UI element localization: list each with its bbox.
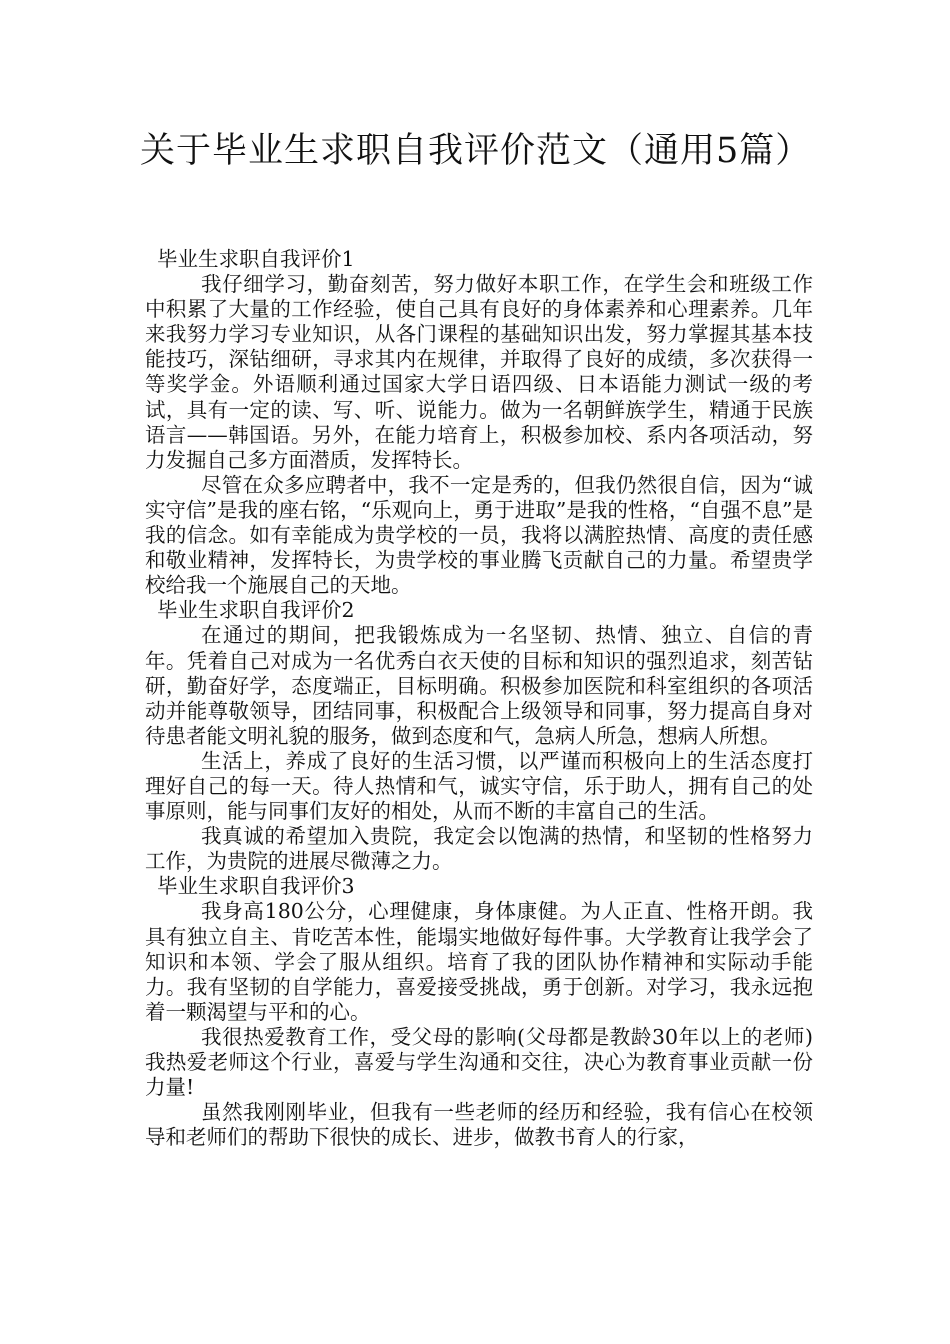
paragraph: 我真诚的希望加入贵院，我定会以饱满的热情，和坚韧的性格努力工作，为贵院的进展尽微薄之力。 xyxy=(145,824,813,874)
section-heading: 毕业生求职自我评价1 xyxy=(157,247,355,271)
paragraph: 我仔细学习，勤奋刻苦，努力做好本职工作，在学生会和班级工作中积累了大量的工作经验，使自己具有良好的身体素养和心理素养。几年来我努力学习专业知识，从各门课程的基础知识出发，努力掌握其基本技能技巧，深钻细研，寻求其内在规律，并取得了良好的成绩，多次获得一等奖学金。外语顺利通过国家大学日语四级、日本语能力测试一级的考试，具有一定的读、写、听、说能力。做为一名朝鲜族学生，精通于民族语言——韩国语。另外，在能力培育上，积极参加校、系内各项活动，努力发掘自己多方面潜质，发挥特长。 xyxy=(145,272,813,472)
section-2 xyxy=(145,598,813,874)
paragraph: 我身高180公分，心理健康，身体康健。为人正直、性格开朗。我具有独立自主、肯吃苦本性，能塌实地做好每件事。大学教育让我学会了知识和本领、学会了服从组织。培育了我的团队协作精神和实际动手能力。我有坚韧的自学能力，喜爱接受挑战，勇于创新。对学习，我永远抱着一颗渴望与平和的心。 xyxy=(145,899,813,1024)
section-1 xyxy=(145,247,813,598)
paragraph: 生活上，养成了良好的生活习惯，以严谨而积极向上的生活态度打理好自己的每一天。待人热情和气，诚实守信，乐于助人，拥有自己的处事原则，能与同事们友好的相处，从而不断的丰富自己的生活。 xyxy=(145,748,813,824)
document-body xyxy=(145,247,813,1150)
paragraph: 虽然我刚刚毕业，但我有一些老师的经历和经验，我有信心在校领导和老师们的帮助下很快的成长、进步，做教书育人的行家， xyxy=(145,1100,813,1150)
document-title: 关于毕业生求职自我评价范文（通用5篇） xyxy=(140,131,812,171)
section-3 xyxy=(145,874,813,1150)
section-heading: 毕业生求职自我评价2 xyxy=(157,598,355,623)
paragraph: 在通过的期间，把我锻炼成为一名坚韧、热情、独立、自信的青年。凭着自己对成为一名优秀白衣天使的目标和知识的强烈追求，刻苦钻研，勤奋好学，态度端正，目标明确。积极参加医院和科室组织的各项活动并能尊敬领导，团结同事，积极配合上级领导和同事，努力提高自身对待患者能文明礼貌的服务，做到态度和气，急病人所急，想病人所想。 xyxy=(145,623,813,748)
paragraph: 我很热爱教育工作，受父母的影响(父母都是教龄30年以上的老师)我热爱老师这个行业，喜爱与学生沟通和交往，决心为教育事业贡献一份力量! xyxy=(145,1024,813,1100)
paragraph: 尽管在众多应聘者中，我不一定是秀的，但我仍然很自信，因为“诚实守信”是我的座右铭，“乐观向上，勇于进取”是我的性格，“自强不息”是我的信念。如有幸能成为贵学校的一员，我将以满腔热情、高度的责任感和敬业精神，发挥特长，为贵学校的事业腾飞贡献自己的力量。希望贵学校给我一个施展自己的天地。 xyxy=(145,472,813,598)
section-heading: 毕业生求职自我评价3 xyxy=(157,874,355,899)
